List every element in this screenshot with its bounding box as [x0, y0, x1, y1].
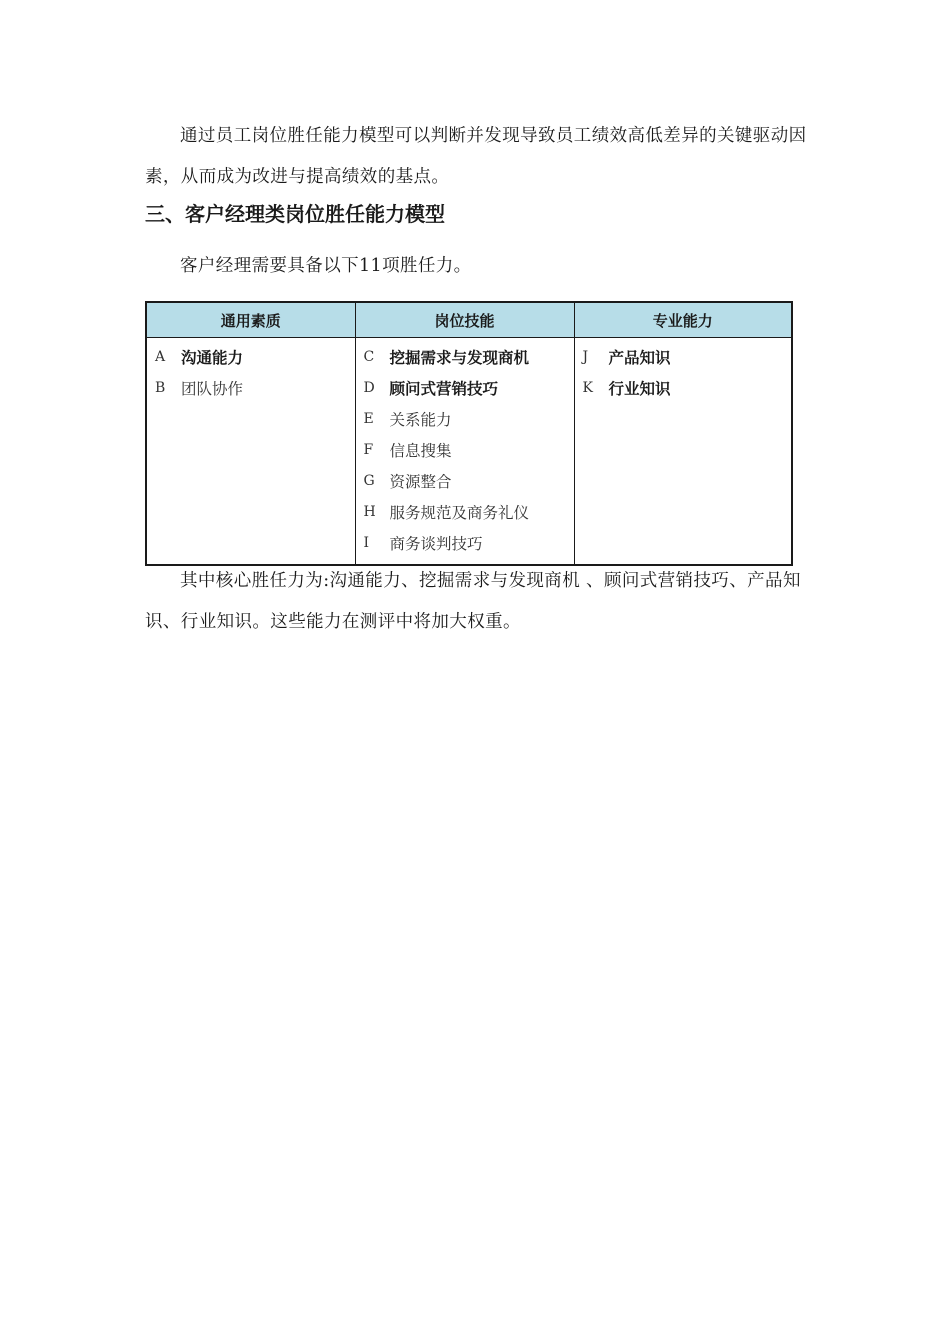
intro-paragraph: 通过员工岗位胜任能力模型可以判断并发现导致员工绩效高低差异的关键驱动因素，从而成为改进与提高绩效的基点。: [145, 126, 807, 187]
competency-item: [356, 465, 574, 496]
competency-code: E: [363, 410, 374, 427]
competency-code: F: [363, 441, 374, 458]
competency-code: D: [363, 379, 375, 396]
competency-code: G: [363, 472, 375, 489]
competency-code: J: [582, 348, 589, 365]
competency-code: I: [363, 534, 370, 551]
competency-count-paragraph: 客户经理需要具备以下11项胜任力。: [180, 256, 472, 276]
competency-item: [356, 434, 574, 465]
table-body-row: [146, 338, 792, 566]
competency-label: 信息搜集: [389, 441, 452, 460]
competency-item: [356, 341, 574, 372]
header-professional-abilities: 专业能力: [574, 302, 792, 338]
competency-label: 行业知识: [608, 379, 671, 398]
competency-label: 商务谈判技巧: [389, 534, 483, 553]
competency-item: [356, 372, 574, 403]
professional-abilities-cell: [574, 338, 792, 566]
competency-label: 关系能力: [389, 410, 452, 429]
competency-item: [147, 372, 355, 403]
competency-label: 沟通能力: [181, 348, 244, 367]
competency-label: 服务规范及商务礼仪: [389, 503, 530, 522]
competency-label: 顾问式营销技巧: [389, 379, 499, 398]
header-job-skills: 岗位技能: [355, 302, 574, 338]
competency-item: [356, 527, 574, 558]
section-heading: 三、客户经理类岗位胜任能力模型: [145, 202, 445, 226]
competency-code: A: [155, 348, 166, 365]
competency-item: [147, 341, 355, 372]
competency-table: [145, 301, 793, 566]
competency-code: H: [363, 503, 376, 520]
table-header-row: [146, 302, 792, 338]
competency-label: 挖掘需求与发现商机: [389, 348, 530, 367]
general-qualities-cell: [146, 338, 355, 566]
competency-table-wrapper: [145, 301, 789, 566]
competency-label: 资源整合: [389, 472, 452, 491]
competency-item: [356, 403, 574, 434]
competency-item: [575, 341, 792, 372]
competency-label: 团队协作: [181, 379, 244, 398]
competency-item: [356, 496, 574, 527]
competency-code: C: [363, 348, 375, 365]
competency-item: [575, 372, 792, 403]
competency-label: 产品知识: [608, 348, 671, 367]
core-competency-paragraph: 其中核心胜任力为:沟通能力、挖掘需求与发现商机 、顾问式营销技巧、产品知识、行业知识。这些能力在测评中将加大权重。: [145, 571, 801, 632]
job-skills-cell: [355, 338, 574, 566]
competency-code: B: [155, 379, 166, 396]
competency-code: K: [582, 379, 593, 396]
header-general-qualities: 通用素质: [146, 302, 355, 338]
